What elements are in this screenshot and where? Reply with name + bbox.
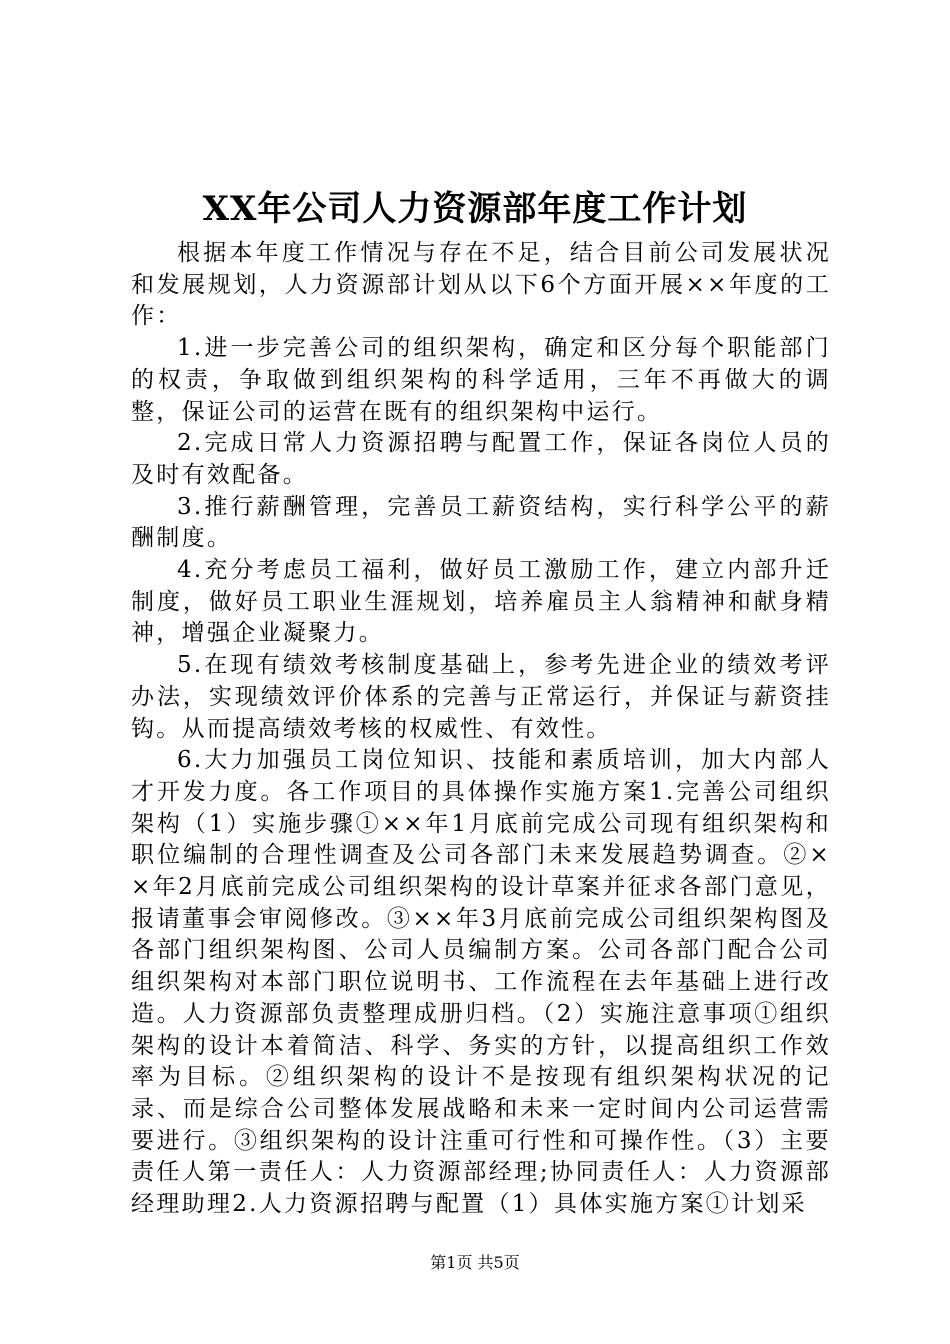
paragraph-item-2: 2.完成日常人力资源招聘与配置工作，保证各岗位人员的及时有效配备。 (131, 430, 831, 488)
document-title: XX年公司人力资源部年度工作计划 (202, 189, 748, 229)
paragraph-intro: 根据本年度工作情况与存在不足，结合目前公司发展状况和发展规划，人力资源部计划从以下6个方面开展××年度的工作： (131, 240, 831, 330)
paragraph-item-6: 6.大力加强员工岗位知识、技能和素质培训，加大内部人才开发力度。各工作项目的具体操作实施方案1.完善公司组织架构（1）实施步骤①××年1月底前完成公司现有组织架构和职位编制的合理性调查及公司各部门未来发展趋势调查。②××年2月底前完成公司组织架构的设计草案并征求各部门意见，报请董事会审阅修改。③××年3月底前完成公司组织架构图及各部门组织架构图、公司人员编制方案。公司各部门配合公司组织架构对本部门职位说明书、工作流程在去年基础上进行改造。人力资源部负责整理成册归档。（2）实施注意事项①组织架构的设计本着简洁、科学、务实的方针，以提高组织工作效率为目标。②组织架构的设计不是按现有组织架构状况的记录、而是综合公司整体发展战略和未来一定时间内公司运营需要进行。③组织架构的设计注重可行性和可操作性。（3）主要责任人第一责任人：人力资源部经理;协同责任人：人力资源部经理助理2.人力资源招聘与配置（1）具体实施方案①计划采 (131, 747, 831, 1218)
paragraph-item-1: 1.进一步完善公司的组织架构，确定和区分每个职能部门的权责，争取做到组织架构的科学适用，三年不再做大的调整，保证公司的运营在既有的组织架构中运行。 (131, 335, 831, 425)
page-footer: 第1页 共5页 (430, 1253, 520, 1272)
document-body (131, 238, 831, 1221)
paragraph-item-5: 5.在现有绩效考核制度基础上，参考先进企业的绩效考评办法，实现绩效评价体系的完善与正常运行，并保证与薪资挂钩。从而提高绩效考核的权威性、有效性。 (131, 652, 831, 742)
paragraph-item-4: 4.充分考虑员工福利，做好员工激励工作，建立内部升迁制度，做好员工职业生涯规划，培养雇员主人翁精神和献身精神，增强企业凝聚力。 (131, 557, 831, 647)
paragraph-item-3: 3.推行薪酬管理，完善员工薪资结构，实行科学公平的薪酬制度。 (131, 493, 831, 552)
